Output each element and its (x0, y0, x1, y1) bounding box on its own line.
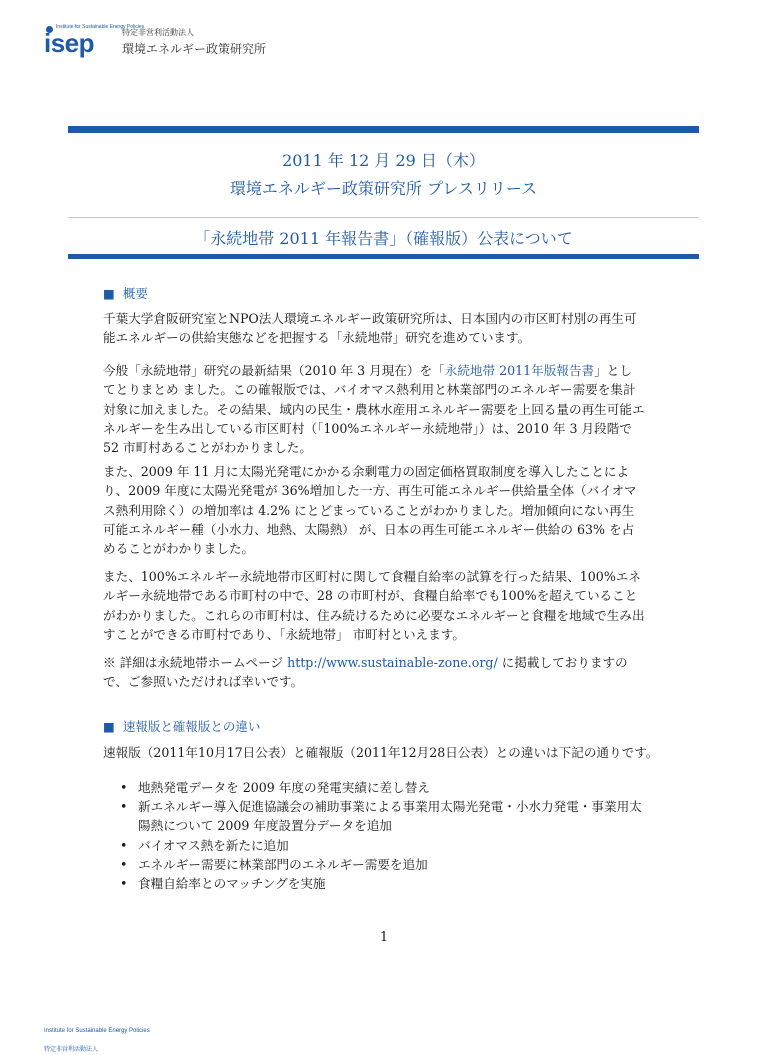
list-item-text: • 新エネルギー導入促進協議会の補助事業による事業用太陽光発電・小水力発電・事業用太 (138, 799, 642, 815)
isep-logo (44, 20, 274, 60)
text-segment: に掲載しておりますの (497, 655, 628, 670)
text-line: ルギー永続地帯である市町村の中で、28 の市町村が、食糧自給率でも100%を超えていること (103, 588, 638, 604)
footer-logo (44, 1017, 194, 1053)
logo-org-name: 環境エネルギー政策研究所 (122, 42, 267, 56)
text-line: 52 市町村あることがわかりました。 (103, 440, 312, 456)
release-subject: 「永続地帯 2011 年報告書」（確報版）公表について (194, 229, 573, 248)
text-line: また、100%エネルギー永続地帯市区町村に関して食糧自給率の試算を行った結果、100%エネ (103, 569, 641, 584)
logo-org-type: 特定非営利活動法人 (122, 28, 194, 37)
footer-logo-org: 特定非営利活動法人 (44, 1047, 99, 1053)
text-line (103, 653, 663, 672)
text-line: 能エネルギーの供給実態などを把握する「永続地帯」研究を進めています。 (103, 330, 531, 346)
header-bottom-bar (68, 254, 699, 259)
text-line: めることがわかりました。 (103, 541, 255, 557)
list-item-text: エネルギー需要に林業部門のエネルギー需要を追加 (138, 856, 428, 872)
text-line: り、2009 年度に太陽光発電が 36%増加した一方、再生可能エネルギー供給量全体（バイオマ (103, 483, 637, 499)
overview-paragraph-5 (103, 653, 663, 692)
text-segment: 」とし (594, 363, 632, 378)
overview-paragraph-4 (103, 567, 663, 644)
overview-paragraph-2 (103, 361, 663, 457)
logo-tagline: Institute for Sustainable Energy Policies (56, 24, 145, 30)
list-item-text: 食糧自給率とのマッチングを実施 (138, 876, 326, 892)
section-differences-label: 速報版と確報版との違い (122, 719, 261, 734)
text-line (103, 361, 663, 380)
text-line: 可能エネルギー種（小水力、地熱、太陽熱） が、日本の再生可能エネルギー供給の 63% を占 (103, 521, 635, 537)
differences-intro (103, 743, 663, 762)
text-line: がわかりました。これらの市町村は、住み続けるために必要なエネルギーと食糧を地域で生み出 (103, 607, 645, 623)
list-item (118, 874, 678, 893)
website-link[interactable]: http://www.sustainable-zone.org/ (287, 655, 498, 670)
overview-paragraph-3 (103, 462, 663, 558)
header-top-bar (68, 126, 699, 133)
text-segment: ※ 詳細は永続地帯ホームページ (103, 655, 288, 670)
text-line: 速報版（2011年10月17日公表）と確報版（2011年12月28日公表）との違いは下記の通りです。 (103, 745, 659, 760)
section-differences-title (103, 717, 260, 735)
square-bullet-icon: ■ (103, 719, 115, 734)
list-item (118, 778, 678, 797)
text-line: 対象に加えました。その結果、域内の民生・農林水産用エネルギー需要を上回る量の再生可能エ (103, 401, 645, 417)
release-title: 環境エネルギー政策研究所 プレスリリース (229, 179, 538, 198)
list-item-text: バイオマス熱を新たに追加 (138, 837, 289, 853)
list-item (118, 836, 678, 855)
list-item-text: 陽熱について 2009 年度設置分データを追加 (138, 818, 392, 834)
footer-logo-tagline: Institute for Sustainable Energy Policies (44, 1028, 150, 1034)
text-line: ス熱利用除く）の増加率は 4.2% にとどまっていることがわかりました。増加傾向にない再生 (103, 502, 635, 518)
section-overview-label: 概要 (122, 286, 148, 301)
list-item-text: 地熱発電データを 2009 年度の発電実績に差し替え (138, 780, 430, 795)
text-line: てとりまとめ ました。この確報版では、バイオマス熱利用と林業部門のエネルギー需要を集計 (103, 382, 636, 398)
text-line: 千葉大学倉阪研究室とNPO法人環境エネルギー政策研究所は、日本国内の市区町村別の再生可 (103, 311, 637, 326)
text-line: ネルギーを生み出している市区町村（「100%エネルギー永続地帯」）は、2010 年 3 月段階で (103, 420, 632, 436)
release-date: 2011 年 12 月 29 日（木） (282, 151, 485, 170)
list-item (118, 797, 678, 835)
text-line: すことができる市町村であり、「永続地帯」 市町村といえます。 (103, 626, 465, 642)
page-number: 1 (379, 930, 389, 945)
report-title-link[interactable]: 永続地帯 2011年版報告書 (444, 363, 595, 378)
section-overview-title (103, 284, 148, 302)
text-segment: 今般「永続地帯」研究の最新結果（2010 年 3 月現在）を「 (103, 363, 445, 378)
text-line: また、2009 年 11 月に太陽光発電にかかる余剰電力の固定価格買取制度を導入したことによ (103, 464, 630, 479)
text-line: で、ご参照いただければ幸いです。 (103, 674, 304, 690)
logo-wordmark: isep (44, 28, 95, 58)
list-item (118, 855, 678, 874)
differences-list (118, 778, 678, 893)
overview-paragraph-1 (103, 309, 663, 348)
header-divider (68, 217, 699, 218)
square-bullet-icon: ■ (103, 286, 115, 301)
